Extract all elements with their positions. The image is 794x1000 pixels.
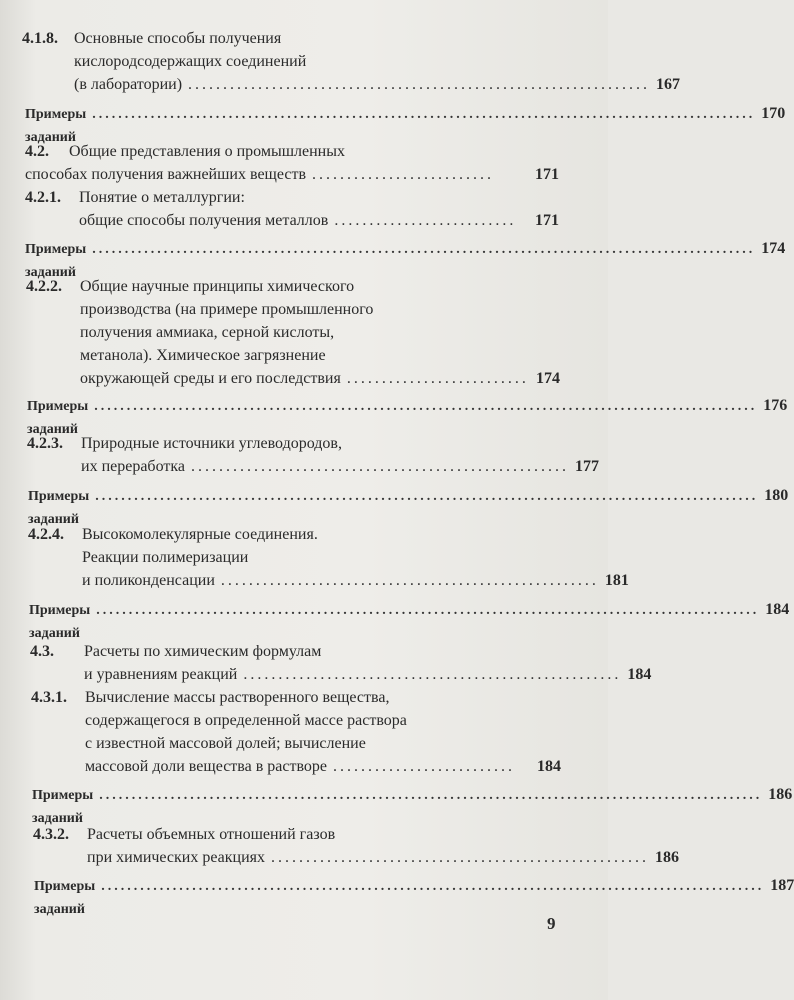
entry-number: 4.3.2. [33, 826, 69, 843]
entry-page: 184 [537, 758, 561, 775]
entry-number: 4.2. [25, 143, 49, 160]
examples-page: 180 [764, 487, 789, 504]
entry-number: 4.2.1. [25, 189, 61, 206]
entry-title-line: Вычисление массы растворенного вещества, [85, 689, 390, 706]
entry-number: 4.3. [30, 643, 54, 660]
entry-title-line: и уравнениям реакций [84, 666, 238, 683]
entry-title-line: Природные источники углеводородов, [81, 435, 342, 452]
examples-label: Примеры заданий [29, 603, 91, 641]
entry-title-line: массовой доли вещества в растворе [85, 758, 328, 775]
examples-label: Примеры заданий [34, 879, 96, 917]
dot-leader: ...................................................................................................... [94, 399, 758, 414]
examples-label: Примеры заданий [25, 242, 87, 280]
dot-leader: ...................................................... [243, 666, 622, 683]
examples-page: 187 [770, 877, 794, 894]
examples-label: Примеры заданий [27, 399, 89, 437]
dot-leader: ...................................................................................................... [92, 107, 756, 122]
entry-title-line: Высокомолекулярные соединения. [82, 526, 318, 543]
dot-leader: ...................................................... [220, 572, 599, 589]
entry-page: 184 [627, 666, 652, 683]
page-number: 9 [547, 914, 556, 933]
dot-leader: ...................................................... [190, 458, 569, 475]
entry-title-line: (в лаборатории) [74, 76, 183, 93]
entry-title-line: Расчеты по химическим формулам [84, 643, 322, 660]
entry-page: 174 [536, 370, 560, 387]
entry-page: 181 [604, 572, 629, 589]
entry-title-line: их переработка [81, 458, 185, 475]
entry-title-line: Общие научные принципы химического [80, 278, 355, 295]
dot-leader: ...................................................................................................... [95, 489, 759, 504]
dot-leader: ...................................................................................................... [101, 879, 765, 894]
examples-page: 174 [761, 240, 786, 257]
entry-number: 4.2.3. [27, 435, 63, 452]
dot-leader: .......................... [346, 370, 529, 387]
examples-page: 186 [768, 786, 793, 803]
dot-leader: .................................................................. [188, 76, 651, 93]
entry-title-line: с известной массовой долей; вычисление [85, 735, 366, 752]
entry-page: 167 [656, 76, 681, 93]
examples-page: 170 [761, 105, 786, 122]
entry-title-line: метанола). Химическое загрязнение [80, 347, 326, 364]
entry-page: 186 [655, 849, 680, 866]
examples-label: Примеры заданий [28, 489, 90, 527]
entry-page: 177 [574, 458, 599, 475]
entry-title-line: окружающей среды и его последствия [80, 370, 341, 387]
dot-leader: ...................................................................................................... [92, 242, 756, 257]
dot-leader: ...................................................................................................... [99, 788, 763, 803]
entry-title-line: и поликонденсации [82, 572, 215, 589]
entry-title-line: общие способы получения металлов [79, 212, 329, 229]
examples-row [34, 874, 794, 921]
entry-title-line: производства (на примере промышленного [80, 301, 374, 318]
examples-label: Примеры заданий [32, 788, 94, 826]
examples-page: 184 [765, 601, 790, 618]
dot-leader: .......................... [312, 166, 495, 183]
dot-leader: .......................... [334, 212, 517, 229]
entry-title-line: Общие представления о промышленных [69, 143, 345, 160]
entry-title-line: способах получения важнейших веществ [25, 166, 307, 183]
entry-number: 4.1.8. [22, 30, 58, 47]
dot-leader: ...................................................................................................... [96, 603, 760, 618]
entry-page: 171 [535, 212, 559, 229]
entry-title-line: Расчеты объемных отношений газов [87, 826, 336, 843]
entry-title-line: получения аммиака, серной кислоты, [80, 324, 335, 341]
entry-title-line: при химических реакциях [87, 849, 266, 866]
entry-title-line: содержащегося в определенной массе раствора [85, 712, 407, 729]
dot-leader: ...................................................... [271, 849, 650, 866]
entry-title-line: Основные способы получения [74, 30, 282, 47]
entry-number: 4.2.4. [28, 526, 64, 543]
examples-label: Примеры заданий [25, 107, 87, 145]
entry-page: 171 [535, 166, 559, 183]
entry-title-line: Понятие о металлургии: [79, 189, 245, 206]
examples-page: 176 [763, 397, 788, 414]
entry-number: 4.2.2. [26, 278, 62, 295]
dot-leader: .......................... [333, 758, 516, 775]
entry-title-line: кислородсодержащих соединений [74, 53, 307, 70]
entry-title-line: Реакции полимеризации [82, 549, 249, 566]
examples-row [29, 598, 790, 645]
entry-number: 4.3.1. [31, 689, 67, 706]
